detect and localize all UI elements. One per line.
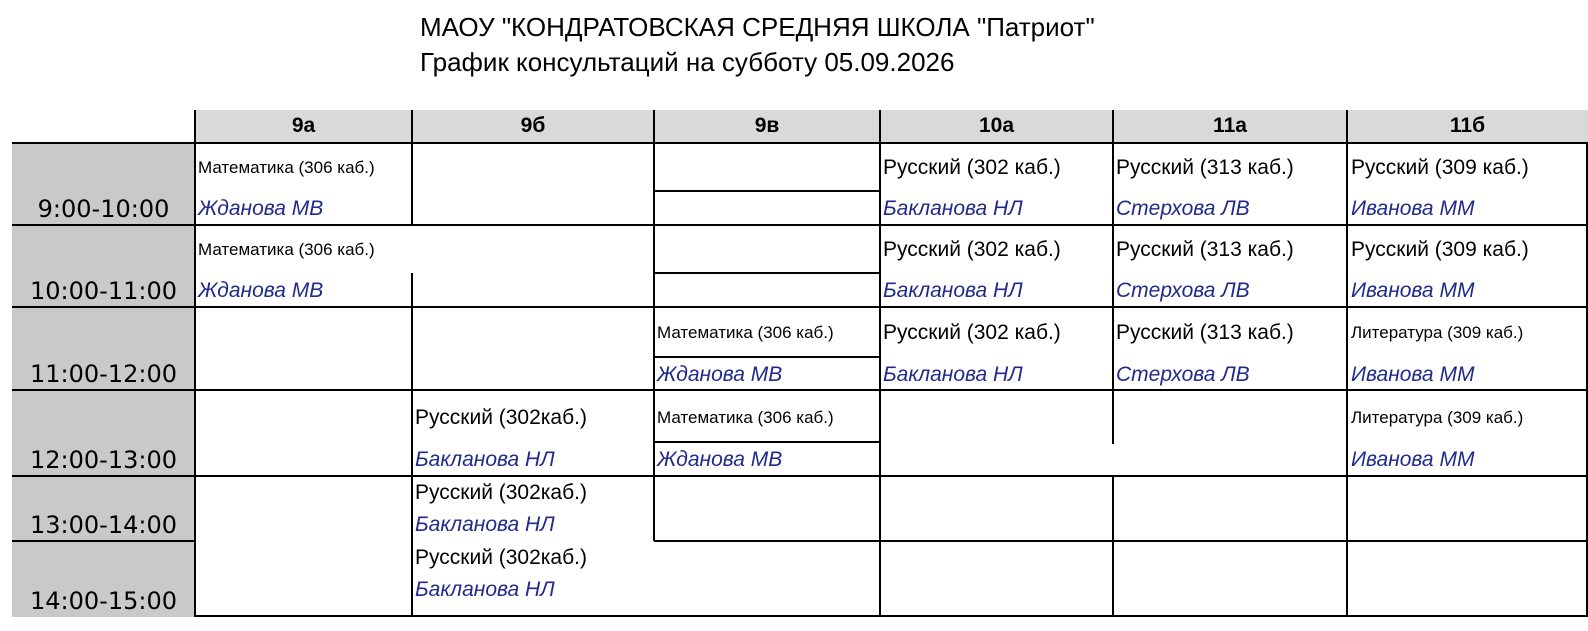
grid-line xyxy=(411,144,413,225)
grid-line xyxy=(12,389,1588,391)
teacher-name: Иванова ММ xyxy=(1351,363,1475,386)
teacher-name: Стерхова ЛВ xyxy=(1116,197,1250,220)
subject-label: Литература (309 каб.) xyxy=(1351,323,1524,342)
time-slot: 14:00-15:00 xyxy=(12,541,195,617)
grid-line xyxy=(654,272,880,274)
consultation-table xyxy=(12,110,1588,617)
time-slot: 10:00-11:00 xyxy=(12,225,195,307)
subject-label: Русский (302каб.) xyxy=(415,546,587,569)
teacher-name: Иванова ММ xyxy=(1351,197,1475,220)
subject-label: Русский (302каб.) xyxy=(415,406,587,429)
subject-label: Русский (309 каб.) xyxy=(1351,156,1529,179)
subject-label: Русский (313 каб.) xyxy=(1116,238,1294,261)
subject-label: Русский (302каб.) xyxy=(415,481,587,504)
teacher-name: Иванова ММ xyxy=(1351,279,1475,302)
subject-label: Русский (309 каб.) xyxy=(1351,238,1529,261)
grid-line xyxy=(1112,110,1114,444)
subject-label: Математика (306 каб.) xyxy=(657,323,834,342)
teacher-name: Жданова МВ xyxy=(198,197,324,220)
grid-line xyxy=(654,441,880,443)
teacher-name: Бакланова НЛ xyxy=(883,279,1023,302)
grid-line xyxy=(1112,476,1114,617)
subject-label: Математика (306 каб.) xyxy=(198,158,375,177)
grid-line xyxy=(12,540,195,542)
teacher-name: Бакланова НЛ xyxy=(883,197,1023,220)
column-header-9v: 9в xyxy=(654,110,880,144)
header-corner xyxy=(12,110,195,144)
teacher-name: Жданова МВ xyxy=(657,363,783,386)
teacher-name: Иванова ММ xyxy=(1351,448,1475,471)
grid-line xyxy=(654,540,1588,542)
time-slot: 9:00-10:00 xyxy=(12,144,195,225)
subject-label: Русский (313 каб.) xyxy=(1116,321,1294,344)
schedule-subtitle: График консультаций на субботу 05.09.2026 xyxy=(420,47,955,77)
time-slot: 12:00-13:00 xyxy=(12,390,195,476)
teacher-name: Стерхова ЛВ xyxy=(1116,279,1250,302)
teacher-name: Бакланова НЛ xyxy=(883,363,1023,386)
subject-label: Русский (302 каб.) xyxy=(883,238,1061,261)
subject-label: Литература (309 каб.) xyxy=(1351,408,1524,427)
column-header-9a: 9а xyxy=(195,110,412,144)
teacher-name: Жданова МВ xyxy=(657,448,783,471)
teacher-name: Жданова МВ xyxy=(198,279,324,302)
subject-label: Математика (306 каб.) xyxy=(198,240,375,259)
grid-line xyxy=(12,475,1588,477)
subject-label: Математика (306 каб.) xyxy=(657,408,834,427)
column-header-9b: 9б xyxy=(412,110,654,144)
grid-line xyxy=(654,190,880,192)
time-slot: 11:00-12:00 xyxy=(12,307,195,390)
subject-label: Русский (313 каб.) xyxy=(1116,156,1294,179)
grid-line xyxy=(654,356,880,358)
teacher-name: Бакланова НЛ xyxy=(415,448,555,471)
grid-line xyxy=(12,306,1588,308)
school-title: МАОУ "КОНДРАТОВСКАЯ СРЕДНЯЯ ШКОЛА "Патриот" xyxy=(420,12,1095,42)
time-slot: 13:00-14:00 xyxy=(12,476,195,541)
subject-label: Русский (302 каб.) xyxy=(883,321,1061,344)
column-header-11a: 11а xyxy=(1113,110,1347,144)
subject-label: Русский (302 каб.) xyxy=(883,156,1061,179)
teacher-name: Бакланова НЛ xyxy=(415,578,555,601)
grid-line xyxy=(411,390,413,617)
teacher-name: Стерхова ЛВ xyxy=(1116,363,1250,386)
column-header-10a: 10а xyxy=(880,110,1113,144)
grid-line xyxy=(411,110,413,144)
grid-line xyxy=(12,224,1588,226)
grid-line xyxy=(411,273,413,390)
teacher-name: Бакланова НЛ xyxy=(415,513,555,536)
column-header-11b: 11б xyxy=(1347,110,1588,144)
